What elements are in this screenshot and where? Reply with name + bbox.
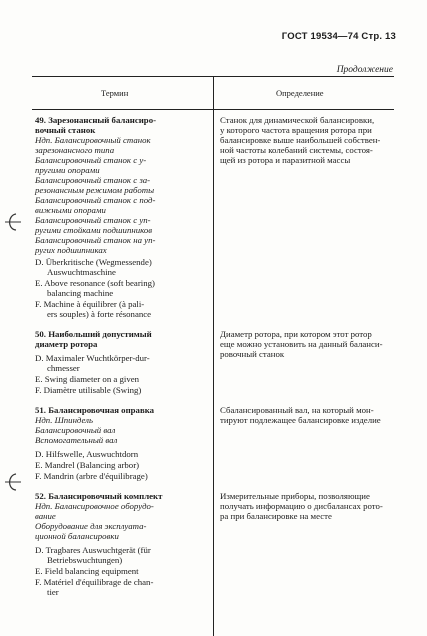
synonym-line: пругими опорами [35, 165, 100, 175]
term-title: 49. Зарезонансный балансиро- [35, 115, 157, 125]
foreign-term: E. Mandrel (Balancing arbor) [35, 460, 140, 470]
col-header-term: Термин [101, 88, 129, 98]
synonym-line: Балансировочный станок с у- [35, 155, 147, 165]
definition-line: еще можно установить на данный баланси- [220, 339, 383, 349]
binder-hole-mark [4, 210, 22, 234]
synonym-line: Балансировочный станок на уп- [35, 235, 156, 245]
term-title: диаметр ротора [35, 339, 98, 349]
definition-line: у которого частота вращения ротора при [220, 125, 372, 135]
synonym-line: ругими стойками подшипников [35, 225, 153, 235]
synonym-line: Ндп. Балансировочное оборудо- [35, 501, 154, 511]
definition-line: ной частоты колебаний системы, состоя- [220, 145, 373, 155]
terms-table [32, 76, 394, 636]
foreign-term: F. Diamètre utilisable (Swing) [35, 385, 142, 395]
definition-line: получать информацию о дисбалансах рото- [220, 501, 383, 511]
foreign-term: F. Machine à équilibrer (à pali- [35, 299, 145, 309]
foreign-term: F. Matériel d'équilibrage de chan- [35, 577, 154, 587]
synonym-line: Вспомогательный вал [35, 435, 118, 445]
continuation-label: Продолжение [336, 65, 393, 75]
synonym-line: вижными опорами [35, 205, 106, 215]
definition-line: Измерительные приборы, позволяющие [220, 491, 370, 501]
foreign-term: E. Swing diameter on a given [35, 374, 140, 384]
foreign-term: ers souples) à forte résonance [47, 309, 152, 319]
definition-line: балансировке выше наибольшей собствен- [220, 135, 381, 145]
term-title: 50. Наибольший допустимый [35, 329, 152, 339]
definition-line: Диаметр ротора, при котором этот ротор [220, 329, 372, 339]
synonym-line: зарезонансного типа [35, 145, 115, 155]
term-title: 52. Балансировочный комплект [35, 491, 163, 501]
definition-line: щей из ротора и паразитной массы [220, 155, 351, 165]
definition-line: ровочный станок [220, 349, 285, 359]
foreign-term: D. Maximaler Wuchtkörper-dur- [35, 353, 150, 363]
synonym-line: Балансировочный станок с за- [35, 175, 151, 185]
page-header: ГОСТ 19534—74 Стр. 13 [281, 31, 396, 42]
definition-line: Станок для динамической балансировки, [220, 115, 375, 125]
foreign-term: E. Above resonance (soft bearing) [35, 278, 155, 288]
synonym-line: Балансировочный станок с под- [35, 195, 156, 205]
col-header-definition: Определение [276, 88, 324, 98]
foreign-term: chmesser [47, 363, 80, 373]
foreign-term: D. Überkritische (Wegmessende) [35, 257, 152, 267]
foreign-term: balancing machine [47, 288, 114, 298]
foreign-term: F. Mandrin (arbre d'équilibrage) [35, 471, 148, 481]
synonym-line: Оборудование для эксплуата- [35, 521, 147, 531]
synonym-line: резонансным режимом работы [35, 185, 155, 195]
synonym-line: Ндп. Шпиндель [35, 415, 94, 425]
synonym-line: Балансировочный вал [35, 425, 116, 435]
synonym-line: вание [35, 511, 56, 521]
foreign-term: Betriebswuchtungen) [47, 555, 123, 565]
foreign-term: Auswuchtmaschine [47, 267, 116, 277]
synonym-line: ционной балансировки [35, 531, 119, 541]
synonym-line: Ндп. Балансировочный станок [35, 135, 151, 145]
foreign-term: tier [47, 587, 59, 597]
definition-line: тируют подлежащее балансировке изделие [220, 415, 381, 425]
term-title: 51. Балансировочная оправка [35, 405, 155, 415]
definition-line: ра при балансировке на месте [220, 511, 332, 521]
foreign-term: D. Tragbares Auswuchtgerät (für [35, 545, 151, 555]
synonym-line: Балансировочный станок с уп- [35, 215, 151, 225]
foreign-term: E. Field balancing equipment [35, 566, 139, 576]
synonym-line: ругих подшипниках [35, 245, 107, 255]
binder-hole-mark [4, 470, 22, 494]
column-divider [213, 76, 214, 636]
definition-line: Сбалансированный вал, на который мон- [220, 405, 374, 415]
term-title: вочный станок [35, 125, 96, 135]
foreign-term: D. Hilfswelle, Auswuchtdorn [35, 449, 139, 459]
